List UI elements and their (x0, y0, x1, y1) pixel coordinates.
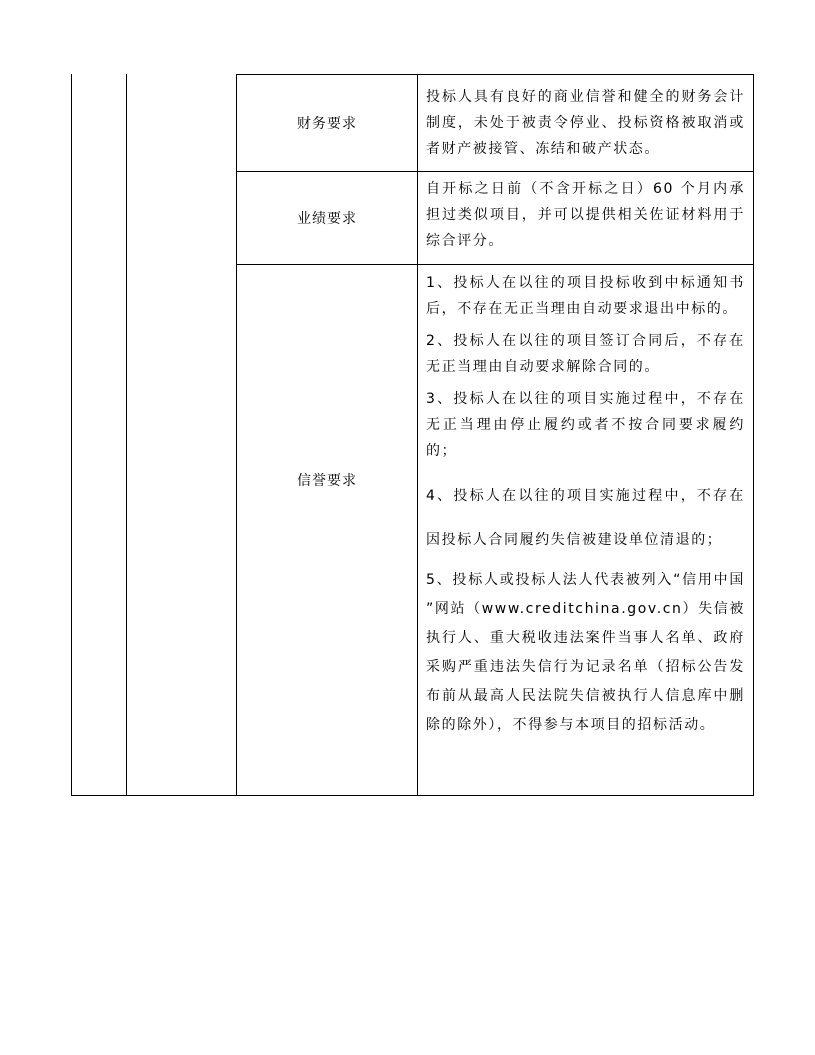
table-border-left (71, 74, 72, 796)
table-border-right (753, 74, 754, 796)
credit-requirement-item-1: 1、投标人在以往的项目投标收到中标通知书后，不存在无正当理由自动要求退出中标的。 (426, 275, 745, 317)
row-content-performance (418, 176, 753, 254)
row-label-credit: 信誉要求 (297, 473, 357, 489)
table-column-divider-1 (126, 74, 127, 796)
row-content-finance (418, 84, 753, 162)
finance-requirement-text: 投标人具有良好的商业信誉和健全的财务会计制度，未处于被责令停业、投标资格被取消或者财产被接管、冻结和破产状态。 (426, 89, 745, 157)
row-label-finance: 财务要求 (297, 116, 357, 132)
credit-requirement-item-3: 3、投标人在以往的项目实施过程中，不存在 无正当理由停止履约或者不按合同要求履约的； (426, 391, 745, 459)
credit-requirement-item-5: 5、投标人或投标人法人代表被列入“信用中国 ”网站（www.creditchina.gov.cn）失信被 执行人、重大税收违法案件当事人名单、政府 采购严重违法失信行为记录名单（招标公告发布前从最高人民法院失信被执行人信息库中删除的除外），不得参与本项目的招标活动。 (426, 572, 745, 733)
performance-requirement-text: 自开标之日前（不含开标之日）60 个月内承担过类似项目，并可以提供相关佐证材料用于综合评分。 (426, 181, 745, 249)
credit-requirement-item-2: 2、投标人在以往的项目签订合同后，不存在无正当理由自动要求解除合同的。 (426, 333, 745, 375)
row-label-performance: 业绩要求 (297, 211, 357, 227)
row-content-credit (418, 270, 753, 740)
table-border-bottom (71, 795, 754, 796)
credit-requirement-item-4: 4、投标人在以往的项目实施过程中，不存在因投标人合同履约失信被建设单位清退的； (426, 488, 745, 548)
